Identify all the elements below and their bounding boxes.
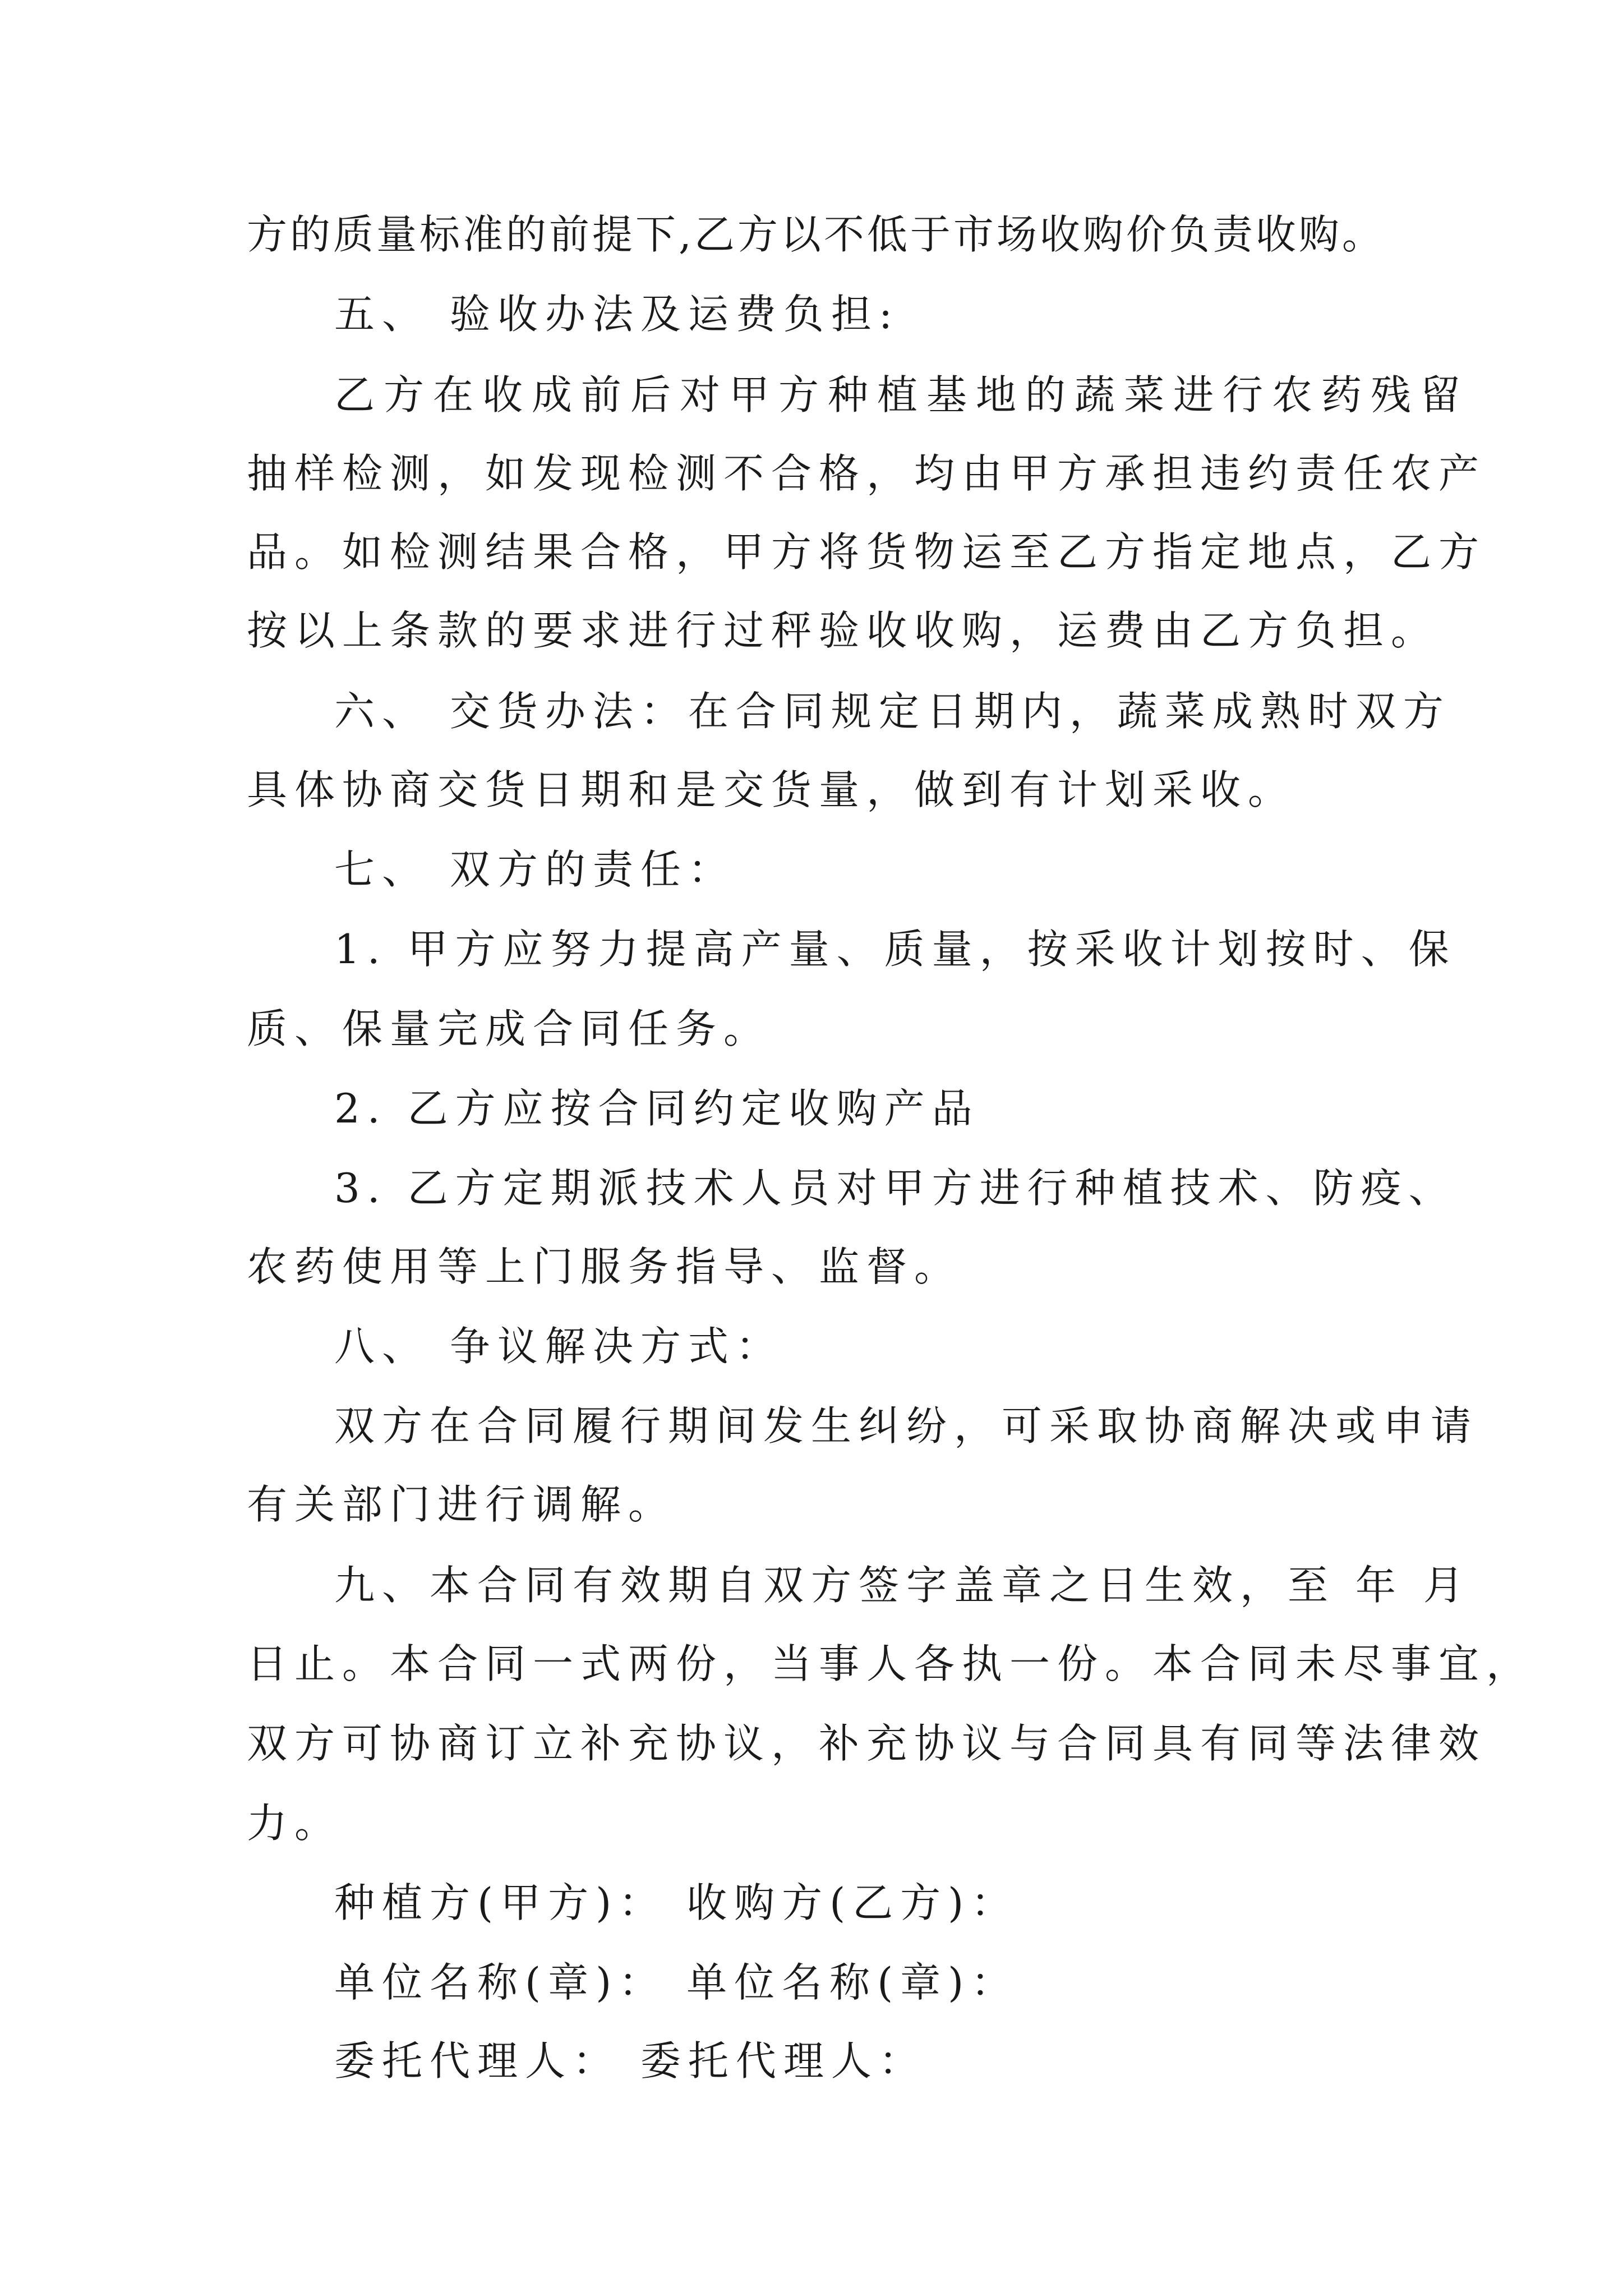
text-line: 1. 甲方应努力提高产量、质量，按采收计划按时、保 (334, 926, 1456, 973)
text-line: 2. 乙方应按合同约定收购产品 (334, 1085, 980, 1132)
text-line: 抽样检测，如发现检测不合格，均由甲方承担违约责任农产 (247, 450, 1487, 497)
text-line: 质、保量完成合同任务。 (247, 1005, 772, 1052)
section-heading: 八、 争议解决方式： (334, 1323, 783, 1370)
text-line: 农药使用等上门服务指导、监督。 (247, 1243, 962, 1290)
section-heading: 七、 双方的责任： (334, 846, 736, 893)
signature-line: 单位名称(章)： 单位名称(章)： (334, 1959, 1019, 2006)
text-line: 双方可协商订立补充协议，补充协议与合同具有同等法律效 (247, 1720, 1487, 1767)
text-line: 具体协商交货日期和是交货量，做到有计划采收。 (247, 766, 1296, 813)
text-line: 按以上条款的要求进行过秤验收收购，运费由乙方负担。 (247, 607, 1439, 654)
text-line: 有关部门进行调解。 (247, 1481, 676, 1528)
section-heading: 五、 验收办法及运费负担: (334, 291, 900, 338)
text-line: 力。 (247, 1800, 343, 1847)
section-heading: 九、本合同有效期自双方签字盖章之日生效，至 年 月 (334, 1562, 1471, 1609)
text-line: 双方在合同履行期间发生纠纷，可采取协商解决或申请 (334, 1402, 1479, 1450)
text-line: 方的质量标准的前提下,乙方以不低于市场收购价负责收购。 (247, 211, 1385, 258)
signature-line: 种植方(甲方)： 收购方(乙方)： (334, 1879, 1019, 1926)
text-line: 乙方在收成前后对甲方种植基地的蔬菜进行农药残留 (334, 371, 1470, 418)
section-heading: 六、 交货办法：在合同规定日期内，蔬菜成熟时双方 (334, 688, 1451, 735)
text-line: 品。如检测结果合格，甲方将货物运至乙方指定地点，乙方 (247, 528, 1487, 576)
text-line: 日止。本合同一式两份，当事人各执一份。本合同未尽事宜， (247, 1640, 1534, 1687)
text-line: 3. 乙方定期派技术人员对甲方进行种植技术、防疫、 (334, 1165, 1456, 1212)
signature-line: 委托代理人： 委托代理人： (334, 2037, 926, 2085)
